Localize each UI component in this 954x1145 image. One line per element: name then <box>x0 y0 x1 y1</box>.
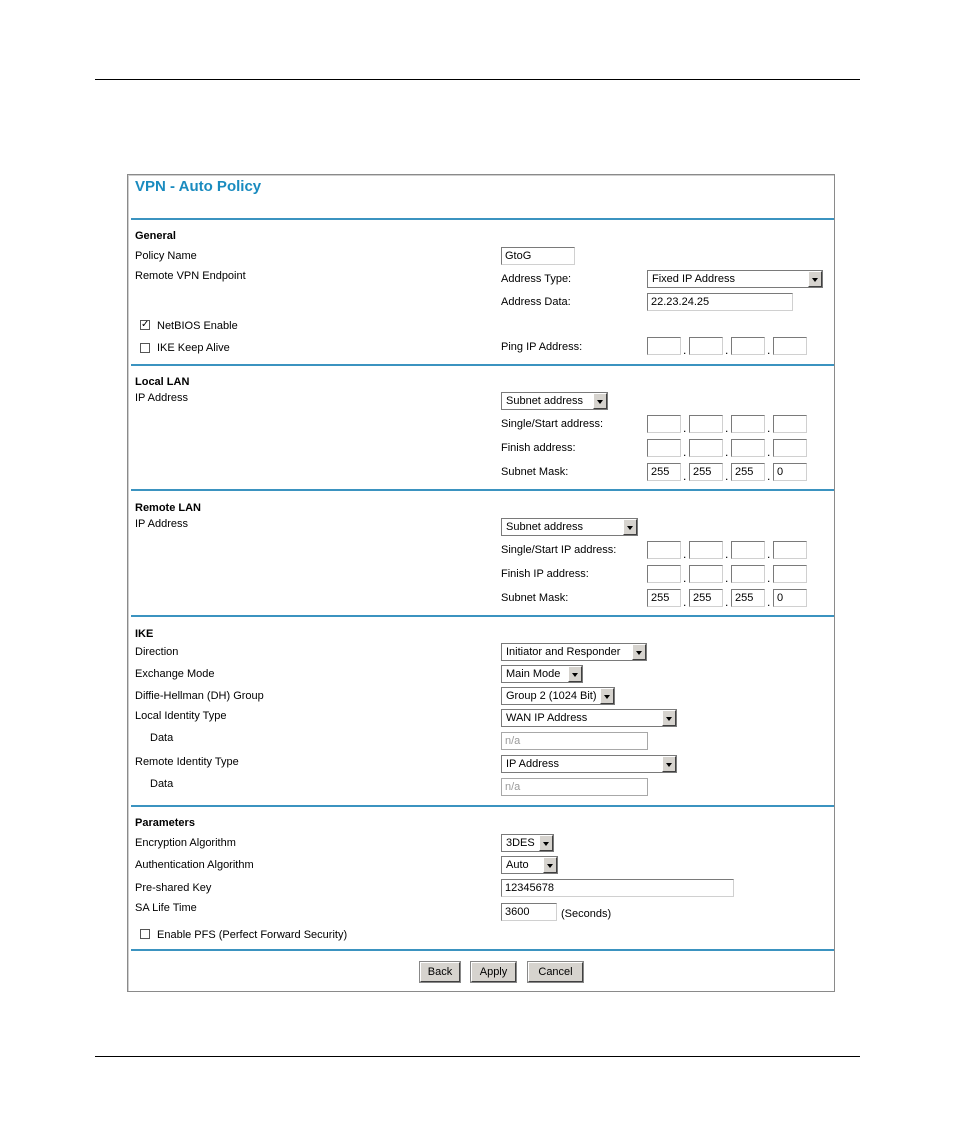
ip-dot: . <box>725 421 729 435</box>
remote-mask-octet-1[interactable]: 255 <box>647 589 681 607</box>
cancel-button[interactable]: Cancel <box>528 962 583 982</box>
remote-mask-label: Subnet Mask: <box>501 592 569 604</box>
auth-label: Authentication Algorithm <box>135 859 254 871</box>
chevron-down-icon <box>808 271 822 287</box>
ike-keepalive-checkbox[interactable] <box>140 343 150 353</box>
section-separator <box>131 218 834 220</box>
dh-group-label: Diffie-Hellman (DH) Group <box>135 690 264 702</box>
address-type-label: Address Type: <box>501 273 572 285</box>
dh-group-value: Group 2 (1024 Bit) <box>506 690 597 702</box>
chevron-down-icon <box>623 519 637 535</box>
section-separator <box>131 364 834 366</box>
dh-group-select[interactable] <box>501 687 615 705</box>
section-separator <box>131 805 834 807</box>
address-data-input[interactable]: 22.23.24.25 <box>647 293 793 311</box>
local-start-octet-1[interactable] <box>647 415 681 433</box>
ip-dot: . <box>725 547 729 561</box>
exchange-mode-value: Main Mode <box>506 668 561 680</box>
encryption-label: Encryption Algorithm <box>135 837 236 849</box>
remote-identity-label: Remote Identity Type <box>135 756 239 768</box>
psk-input[interactable]: 12345678 <box>501 879 734 897</box>
netbios-label: NetBIOS Enable <box>157 320 238 332</box>
remote-mask-octet-4[interactable]: 0 <box>773 589 807 607</box>
ip-dot: . <box>683 547 687 561</box>
address-type-value: Fixed IP Address <box>652 273 735 285</box>
page-title: VPN - Auto Policy <box>135 178 262 195</box>
chevron-down-icon <box>543 857 557 873</box>
chevron-down-icon <box>662 710 676 726</box>
vpn-auto-policy-panel <box>127 174 835 992</box>
exchange-mode-select[interactable] <box>501 665 583 683</box>
ip-dot: . <box>683 445 687 459</box>
remote-start-octet-1[interactable] <box>647 541 681 559</box>
section-separator <box>131 615 834 617</box>
remote-lan-ip-label: IP Address <box>135 518 188 530</box>
ip-dot: . <box>725 571 729 585</box>
local-start-octet-4[interactable] <box>773 415 807 433</box>
ping-ip-label: Ping IP Address: <box>501 341 583 353</box>
ip-dot: . <box>683 571 687 585</box>
chevron-down-icon <box>568 666 582 682</box>
chevron-down-icon <box>593 393 607 409</box>
remote-identity-value: IP Address <box>506 758 559 770</box>
local-finish-octet-2[interactable] <box>689 439 723 457</box>
ip-dot: . <box>767 571 771 585</box>
sa-lifetime-input[interactable]: 3600 <box>501 903 557 921</box>
local-mask-octet-4[interactable]: 0 <box>773 463 807 481</box>
ike-keepalive-label: IKE Keep Alive <box>157 342 230 354</box>
psk-label: Pre-shared Key <box>135 882 212 894</box>
chevron-down-icon <box>632 644 646 660</box>
remote-lan-ip-type-value: Subnet address <box>506 521 584 533</box>
ping-ip-octet-1[interactable] <box>647 337 681 355</box>
remote-finish-octet-3[interactable] <box>731 565 765 583</box>
local-start-label: Single/Start address: <box>501 418 604 430</box>
remote-finish-octet-2[interactable] <box>689 565 723 583</box>
local-data-label: Data <box>150 732 174 744</box>
ip-dot: . <box>683 343 687 357</box>
netbios-checkbox[interactable]: ✓ <box>141 319 150 330</box>
parameters-heading: Parameters <box>135 817 195 829</box>
ip-dot: . <box>767 445 771 459</box>
general-heading: General <box>135 230 176 242</box>
chevron-down-icon <box>539 835 553 851</box>
chevron-down-icon <box>600 688 614 704</box>
local-finish-octet-4[interactable] <box>773 439 807 457</box>
local-identity-label: Local Identity Type <box>135 710 227 722</box>
remote-start-label: Single/Start IP address: <box>501 544 617 556</box>
ike-heading: IKE <box>135 628 154 640</box>
local-finish-label: Finish address: <box>501 442 576 454</box>
remote-identity-select[interactable] <box>501 755 677 773</box>
remote-mask-octet-2[interactable]: 255 <box>689 589 723 607</box>
remote-start-octet-3[interactable] <box>731 541 765 559</box>
ip-dot: . <box>767 343 771 357</box>
local-identity-value: WAN IP Address <box>506 712 588 724</box>
page-bottom-rule <box>95 1056 860 1057</box>
direction-label: Direction <box>135 646 179 658</box>
remote-data-input[interactable]: n/a <box>501 778 648 796</box>
ping-ip-octet-2[interactable] <box>689 337 723 355</box>
address-type-select[interactable] <box>647 270 823 288</box>
apply-button[interactable]: Apply <box>471 962 516 982</box>
remote-lan-ip-type-select[interactable] <box>501 518 638 536</box>
sa-lifetime-unit: (Seconds) <box>561 908 612 920</box>
remote-data-label: Data <box>150 778 174 790</box>
remote-finish-octet-4[interactable] <box>773 565 807 583</box>
local-start-octet-2[interactable] <box>689 415 723 433</box>
exchange-mode-label: Exchange Mode <box>135 668 215 680</box>
ip-dot: . <box>725 469 729 483</box>
local-finish-octet-1[interactable] <box>647 439 681 457</box>
ip-dot: . <box>683 421 687 435</box>
chevron-down-icon <box>662 756 676 772</box>
pfs-checkbox[interactable] <box>140 929 150 939</box>
ip-dot: . <box>725 343 729 357</box>
remote-start-octet-4[interactable] <box>773 541 807 559</box>
local-lan-ip-type-value: Subnet address <box>506 395 584 407</box>
policy-name-input[interactable]: GtoG <box>501 247 575 265</box>
address-data-label: Address Data: <box>501 296 571 308</box>
local-lan-ip-label: IP Address <box>135 392 188 404</box>
ip-dot: . <box>683 595 687 609</box>
back-button[interactable]: Back <box>420 962 460 982</box>
encryption-value: 3DES <box>506 837 535 849</box>
remote-finish-octet-1[interactable] <box>647 565 681 583</box>
section-separator <box>131 489 834 491</box>
encryption-select[interactable] <box>501 834 554 852</box>
auth-value: Auto <box>506 859 529 871</box>
remote-lan-heading: Remote LAN <box>135 502 202 514</box>
local-finish-octet-3[interactable] <box>731 439 765 457</box>
policy-name-label: Policy Name <box>135 250 197 262</box>
ip-dot: . <box>767 547 771 561</box>
local-mask-label: Subnet Mask: <box>501 466 569 478</box>
ip-dot: . <box>683 469 687 483</box>
page-top-rule <box>95 79 860 80</box>
ip-dot: . <box>725 595 729 609</box>
remote-finish-label: Finish IP address: <box>501 568 589 580</box>
ip-dot: . <box>767 595 771 609</box>
local-start-octet-3[interactable] <box>731 415 765 433</box>
local-mask-octet-1[interactable]: 255 <box>647 463 681 481</box>
local-identity-select[interactable] <box>501 709 677 727</box>
section-separator <box>131 949 834 951</box>
auth-select[interactable] <box>501 856 558 874</box>
ip-dot: . <box>767 469 771 483</box>
local-mask-octet-2[interactable]: 255 <box>689 463 723 481</box>
direction-value: Initiator and Responder <box>506 646 621 658</box>
remote-mask-octet-3[interactable]: 255 <box>731 589 765 607</box>
ip-dot: . <box>725 445 729 459</box>
remote-endpoint-label: Remote VPN Endpoint <box>135 270 246 282</box>
remote-start-octet-2[interactable] <box>689 541 723 559</box>
ping-ip-octet-4[interactable] <box>773 337 807 355</box>
local-mask-octet-3[interactable]: 255 <box>731 463 765 481</box>
direction-select[interactable] <box>501 643 647 661</box>
local-lan-ip-type-select[interactable] <box>501 392 608 410</box>
pfs-label: Enable PFS (Perfect Forward Security) <box>157 929 348 941</box>
ip-dot: . <box>767 421 771 435</box>
sa-lifetime-label: SA Life Time <box>135 902 197 914</box>
local-data-input[interactable]: n/a <box>501 732 648 750</box>
local-lan-heading: Local LAN <box>135 376 190 388</box>
ping-ip-octet-3[interactable] <box>731 337 765 355</box>
